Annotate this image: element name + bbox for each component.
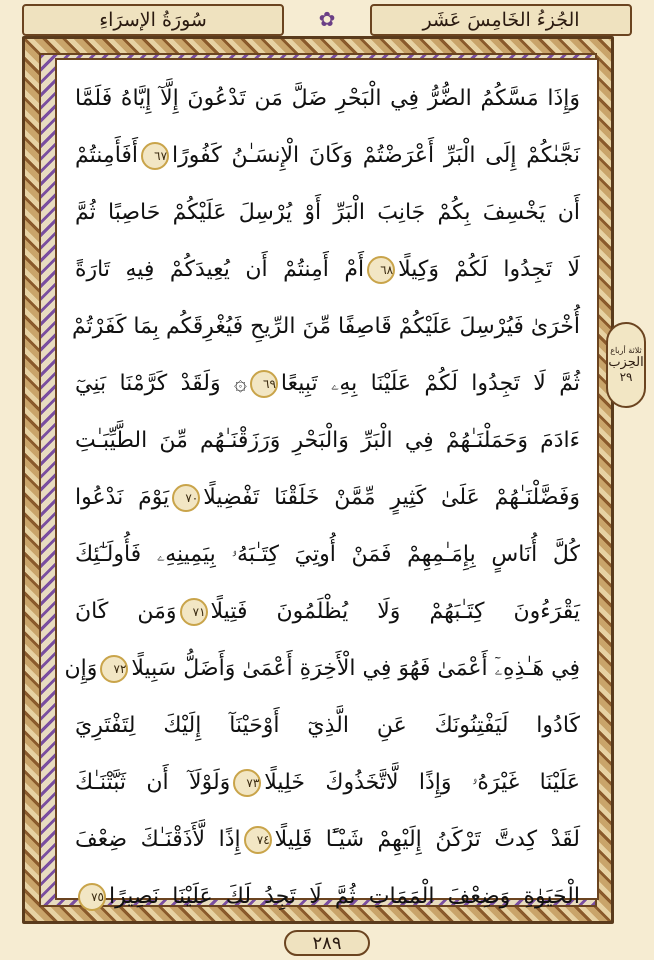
- verse-line: [64, 640, 580, 697]
- verse-line: [75, 127, 580, 184]
- ayah-number-marker: ٦٧: [141, 142, 169, 170]
- verse-line: [75, 70, 580, 127]
- verse-line: [75, 526, 580, 583]
- ayah-number-marker: ٧٥: [78, 883, 106, 911]
- verse-line: [75, 754, 580, 811]
- verse-line: [75, 811, 580, 868]
- verse-text: لَقَدْ كِدتَّ تَرْكَنُ إِلَيْهِمْ شَيْـًٔا قَلِيلًا: [274, 827, 581, 852]
- hizb-quarter: ثلاثة أرباع: [610, 346, 642, 355]
- verse-text-continued: أَمْ أَمِنتُمْ أَن يُعِيدَكُمْ فِيهِ تَارَةً: [75, 257, 365, 282]
- page-number: [284, 930, 370, 956]
- ayah-number-marker: ٧٢: [100, 655, 128, 683]
- verse-line: [75, 355, 580, 412]
- hizb-number: ٢٩: [619, 370, 633, 384]
- verse-line: [75, 469, 580, 526]
- surah-name: سُورَةُ الإسرَاءِ: [99, 9, 207, 31]
- hizb-label: الحِزب: [608, 355, 644, 370]
- verse-line: [71, 298, 580, 355]
- verse-text-continued: وَإِن: [64, 656, 98, 681]
- verse-line: [75, 583, 580, 640]
- verse-text: وَفَضَّلْنَـٰهُمْ عَلَىٰ كَثِيرٍ مِّمَّنْ خَلَقْنَا تَفْضِيلًا: [203, 485, 580, 510]
- ayah-number-marker: ٦٩: [250, 370, 278, 398]
- verse-text: وَإِذَا مَسَّكُمُ الضُّرُّ فِي الْبَحْرِ ضَلَّ مَن تَدْعُونَ إِلَّآ إِيَّاهُ فَلَمَّا: [75, 86, 580, 111]
- verse-text: أَن يَخْسِفَ بِكُمْ جَانِبَ الْبَرِّ أَوْ يُرْسِلَ عَلَيْكُمْ حَاصِبًا ثُمَّ: [75, 200, 580, 225]
- verse-line: [75, 412, 580, 469]
- verse-text: كُلَّ أُنَاسٍ بِإِمَـٰمِهِمْ فَمَنْ أُوتِيَ كِتَـٰبَهُۥ بِيَمِينِهِۦ فَأُولَـٰٓئِكَ: [75, 542, 580, 567]
- verse-text-continued: ۞ وَلَقَدْ كَرَّمْنَا بَنِيٓ: [75, 371, 247, 396]
- verse-text-continued: وَلَوْلَآ أَن ثَبَّتْنَـٰكَ: [75, 770, 231, 795]
- ayah-number-marker: ٧٠: [172, 484, 200, 512]
- verse-text: ثُمَّ لَا تَجِدُوا لَكُمْ عَلَيْنَا بِهِۦ تَبِيعًا: [280, 371, 580, 396]
- surah-name-header: [22, 4, 284, 36]
- verse-text: فِي هَـٰذِهِۦٓ أَعْمَىٰ فَهُوَ فِي الْأَخِرَةِ أَعْمَىٰ وَأَضَلُّ سَبِيلًا: [131, 656, 580, 681]
- verse-text-continued: أَفَأَمِنتُمْ: [75, 143, 139, 168]
- verse-line: [75, 868, 580, 925]
- ayah-number-marker: ٦٨: [367, 256, 395, 284]
- verse-text: الْحَيَوٰةِ وَضِعْفَ الْمَمَاتِ ثُمَّ لَا تَجِدُ لَكَ عَلَيْنَا نَصِيرًا: [109, 884, 580, 909]
- verse-text: أُخْرَىٰ فَيُرْسِلَ عَلَيْكُمْ قَاصِفًا مِّنَ الرِّيحِ فَيُغْرِقَكُم بِمَا كَفَرْتُمْ: [71, 314, 580, 339]
- verse-text-continued: يَوْمَ نَدْعُوا: [75, 485, 170, 510]
- verse-text: يَقْرَءُونَ كِتَـٰبَهُمْ وَلَا يُظْلَمُونَ فَتِيلًا: [210, 599, 580, 624]
- verse-text: لَا تَجِدُوا لَكُمْ وَكِيلًا: [398, 257, 580, 282]
- hizb-marker: [606, 322, 646, 408]
- verse-text: نَجَّىٰكُمْ إِلَى الْبَرِّ أَعْرَضْتُمْ وَكَانَ الْإِنسَـٰنُ كَفُورًا: [172, 143, 580, 168]
- ayah-number-marker: ٧٣: [233, 769, 261, 797]
- verse-text-continued: إِذًا لَّأَذَقْنَـٰكَ ضِعْفَ: [75, 827, 241, 852]
- verse-line: [75, 697, 580, 754]
- verse-text: ءَادَمَ وَحَمَلْنَـٰهُمْ فِي الْبَرِّ وَالْبَحْرِ وَرَزَقْنَـٰهُم مِّنَ الطَّيِّبَـٰتِ: [75, 428, 580, 453]
- verse-text: كَادُوا لَيَفْتِنُونَكَ عَنِ الَّذِيٓ أَوْحَيْنَآ إِلَيْكَ لِتَفْتَرِيَ: [75, 713, 580, 738]
- verse-line: [75, 241, 580, 298]
- verse-lines: [64, 70, 581, 925]
- juz-header: [370, 4, 632, 36]
- verse-text-continued: وَمَن كَانَ: [75, 599, 177, 624]
- verse-line: [75, 184, 580, 241]
- ayah-number-marker: ٧٤: [244, 826, 272, 854]
- header-flower-icon: ✿: [318, 7, 336, 31]
- juz-name: الجُزءُ الخَامِسَ عَشَر: [422, 9, 580, 31]
- page-number-text: ٢٨٩: [312, 932, 342, 954]
- verse-text: عَلَيْنَا غَيْرَهُۥ وَإِذًا لَّاتَّخَذُوكَ خَلِيلًا: [264, 770, 580, 795]
- ayah-number-marker: ٧١: [180, 598, 208, 626]
